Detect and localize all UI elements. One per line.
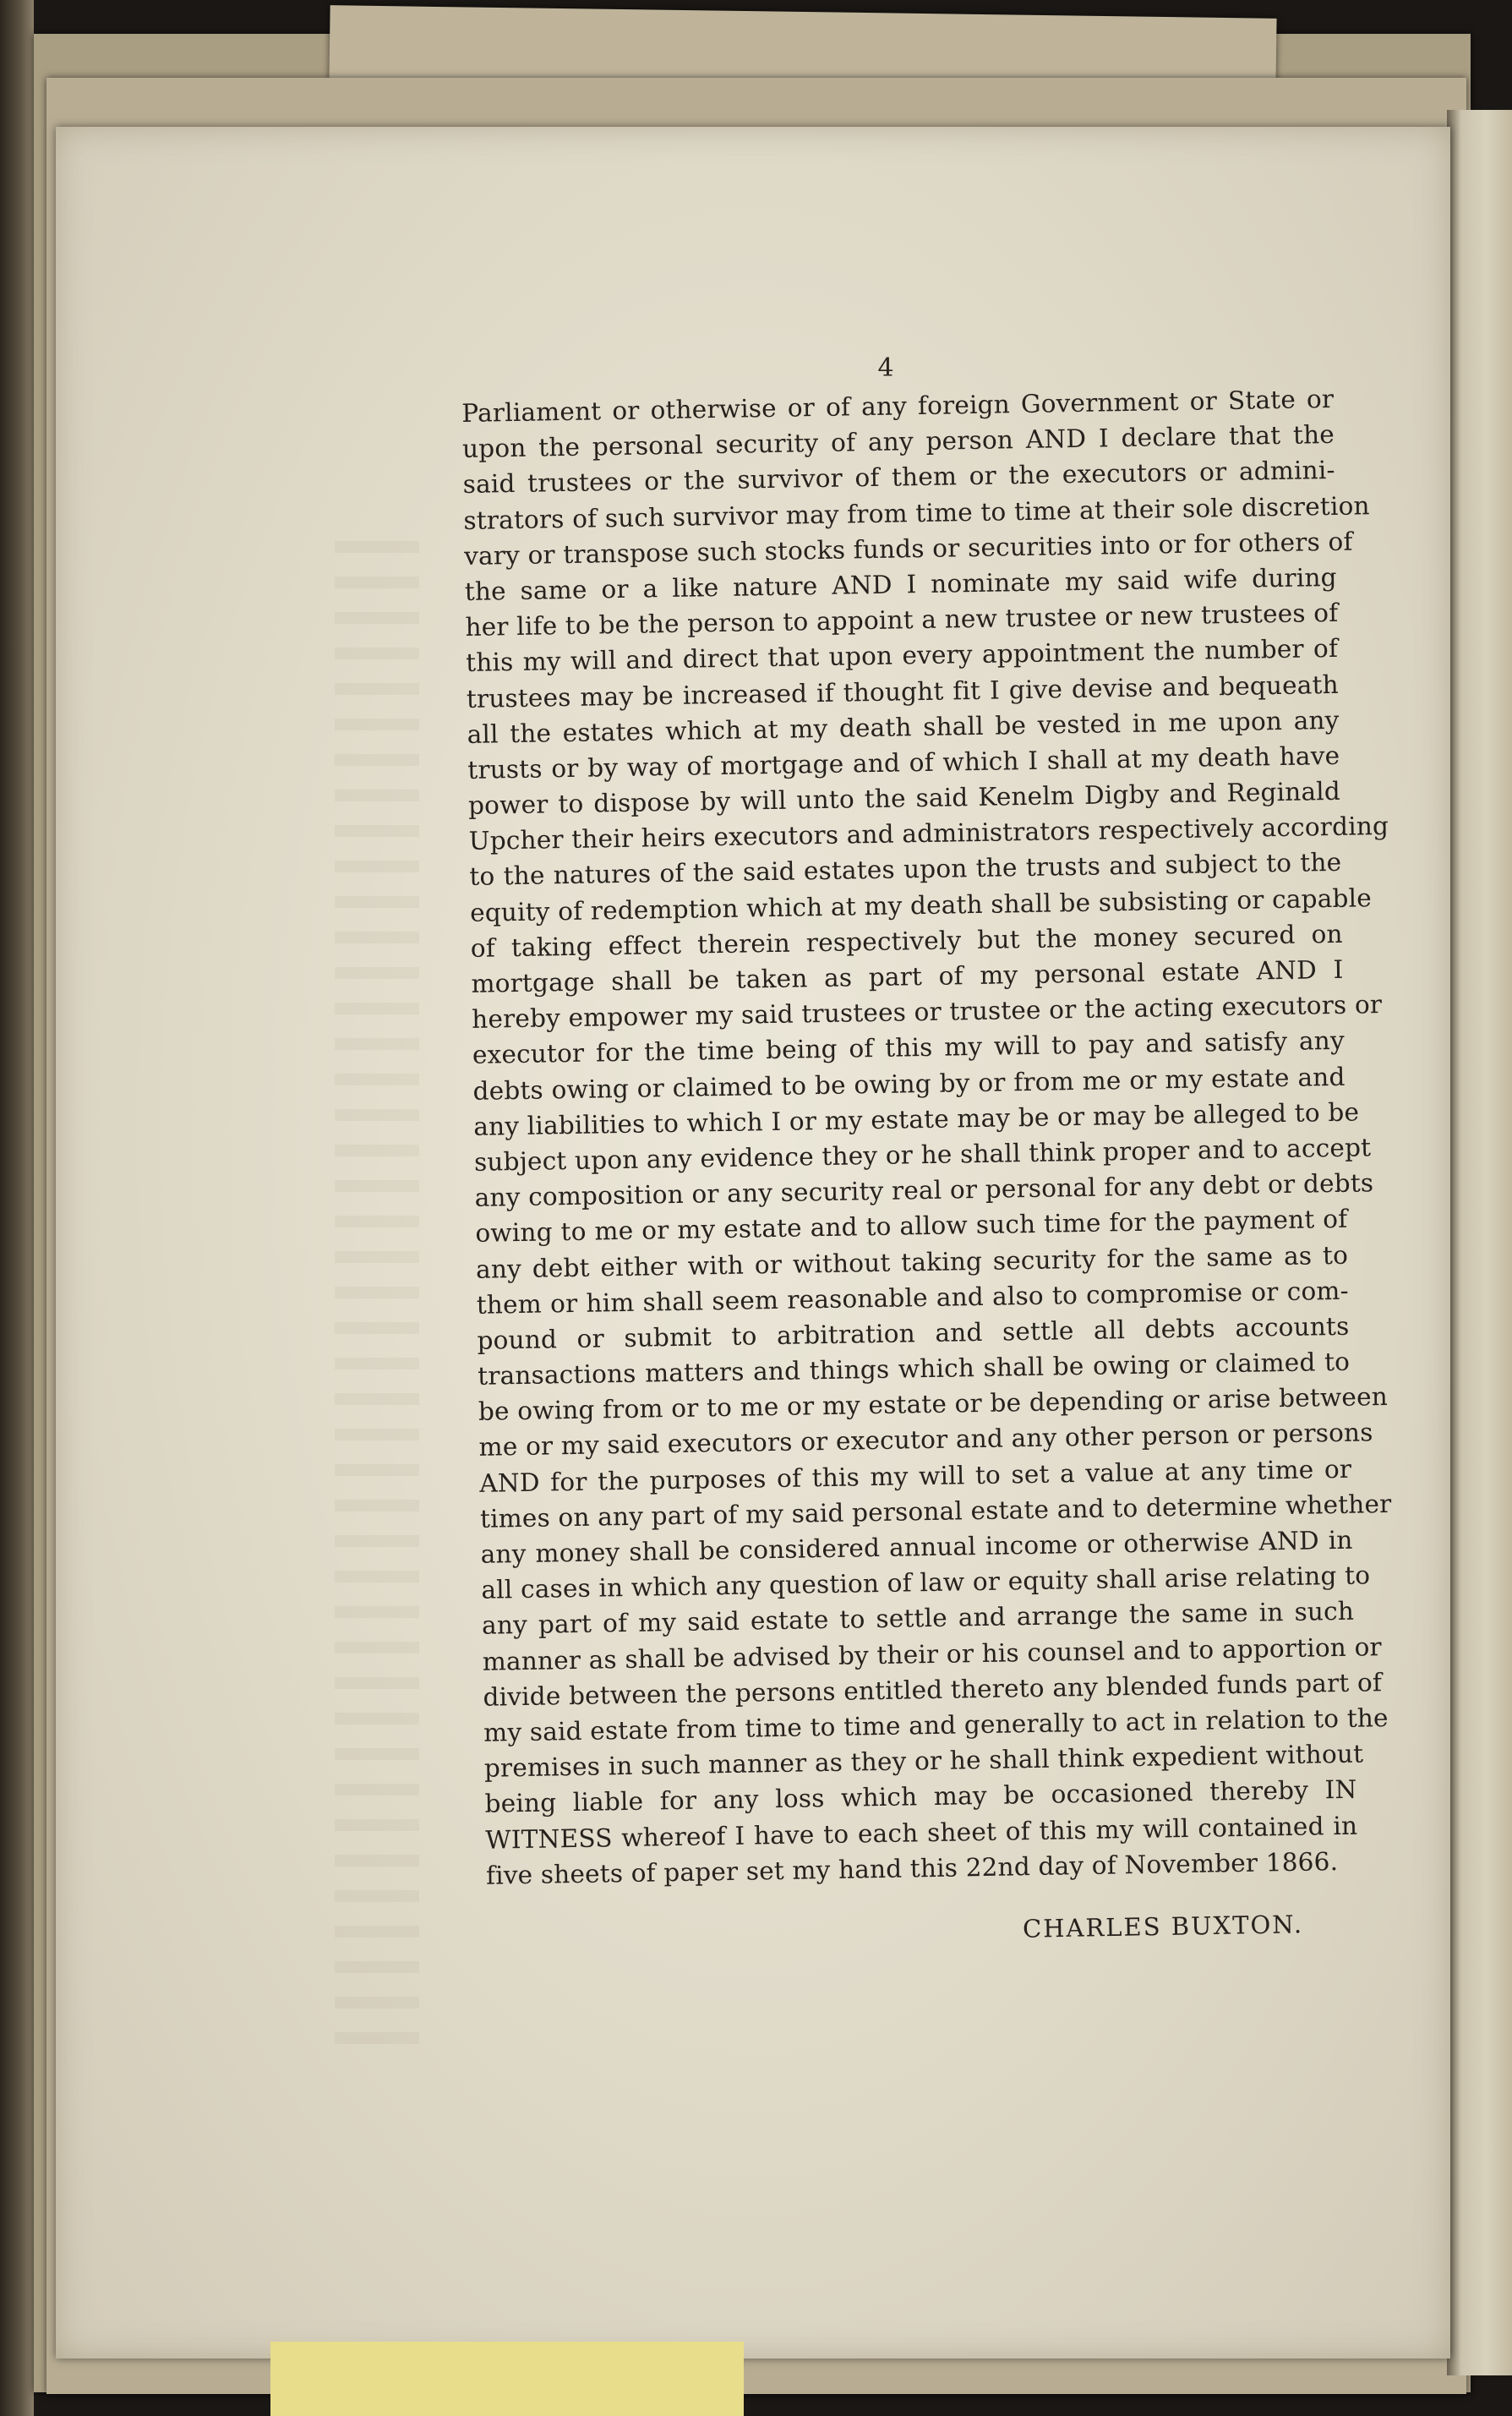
text-line: any debt either with or without taking security for the same as to <box>475 1240 1349 1284</box>
text-line: all the estates which at my death shall be vested in me upon any <box>467 705 1340 749</box>
text-line: any money shall be considered annual income or otherwise AND in <box>480 1525 1353 1569</box>
page-number: 4 <box>877 353 894 383</box>
text-line: this my will and direct that upon every appointment the number of <box>465 634 1339 678</box>
text-line: subject upon any evidence they or he shall think proper and to accept <box>473 1133 1372 1177</box>
text-line: trustees may be increased if thought fit I give devise and bequeath <box>466 670 1340 713</box>
text-line: upon the personal security of any person AND I declare that the <box>461 420 1335 464</box>
text-line: said trustees or the survivor of them or the executors or admini- <box>462 456 1335 500</box>
binding-edge <box>0 0 34 2416</box>
text-line: pound or submit to arbitration and settle all debts accounts <box>477 1311 1350 1355</box>
show-through-text <box>335 541 419 2063</box>
text-line: vary or transpose such stocks funds or securities into or for others of <box>463 527 1353 571</box>
text-line: manner as shall be advised by their or his counsel and to apportion or <box>482 1632 1383 1676</box>
text-line: times on any part of my said personal estate and to determine whether <box>479 1489 1392 1533</box>
text-line: debts owing or claimed to be owing by or from me or my estate and <box>472 1062 1346 1106</box>
text-line: be owing from or to me or my estate or be depending or arise between <box>478 1382 1389 1427</box>
text-line: being liable for any loss which may be occasioned thereby IN <box>484 1774 1357 1819</box>
text-line: me or my said executors or executor and any other person or persons <box>478 1418 1373 1462</box>
text-line: trusts or by way of mortgage and of which I shall at my death have <box>467 741 1340 784</box>
text-line: all cases in which any question of law or equity shall arise relating to <box>481 1561 1371 1604</box>
text-line: my said estate from time to time and generally to act in relation to the <box>483 1703 1389 1747</box>
text-line: premises in such manner as they or he shall think expedient without <box>483 1739 1364 1783</box>
text-line: any liabilities to which I or my estate may be or may be alleged to be <box>473 1097 1360 1141</box>
text-line: the same or a like nature AND I nominate my said wife during <box>464 562 1337 606</box>
text-line: Parliament or otherwise or of any foreign Government or State or <box>461 384 1335 428</box>
text-line: to the natures of the said estates upon the trusts and subject to the <box>469 848 1342 892</box>
text-line: hereby empower my said trustees or trustee or the acting executors or <box>471 990 1383 1035</box>
text-line: transactions matters and things which shall be owing or claimed to <box>477 1347 1351 1391</box>
text-line: any part of my said estate to settle and arrange the same in such <box>481 1597 1355 1641</box>
text-line: mortgage shall be taken as part of my personal estate AND I <box>471 954 1344 998</box>
will-body-text <box>461 381 1392 1894</box>
text-line: any composition or any security real or personal for any debt or debts <box>474 1168 1374 1212</box>
text-line: owing to me or my estate and to allow such time for the payment of <box>475 1205 1348 1249</box>
signature-name: CHARLES BUXTON. <box>1022 1910 1304 1943</box>
text-line: AND for the purposes of this my will to set a value at any time or <box>479 1454 1352 1498</box>
text-line: divide between the persons entitled thereto any blended funds part of <box>483 1667 1383 1712</box>
text-line: WITNESS whereof I have to each sheet of this my will contained in <box>485 1811 1358 1855</box>
text-line: Upcher their heirs executors and administrators respectively according <box>468 812 1389 856</box>
text-line: of taking effect therein respectively but the money secured on <box>470 919 1343 963</box>
facing-page-edge <box>1447 110 1512 2375</box>
text-line: strators of such survivor may from time to time at their sole discretion <box>463 490 1370 535</box>
text-line: equity of redemption which at my death shall be subsisting or capable <box>469 883 1373 927</box>
paper-tab <box>270 2342 744 2416</box>
text-line: her life to be the person to appoint a new trustee or new trustees of <box>465 598 1339 642</box>
text-line: power to dispose by will unto the said Kenelm Digby and Reginald <box>467 776 1341 820</box>
text-line: five sheets of paper set my hand this 22nd day of November 1866. <box>485 1846 1339 1890</box>
text-line: them or him shall seem reasonable and also to compromise or com- <box>476 1276 1349 1320</box>
text-line: executor for the time being of this my will to pay and satisfy any <box>472 1026 1346 1070</box>
